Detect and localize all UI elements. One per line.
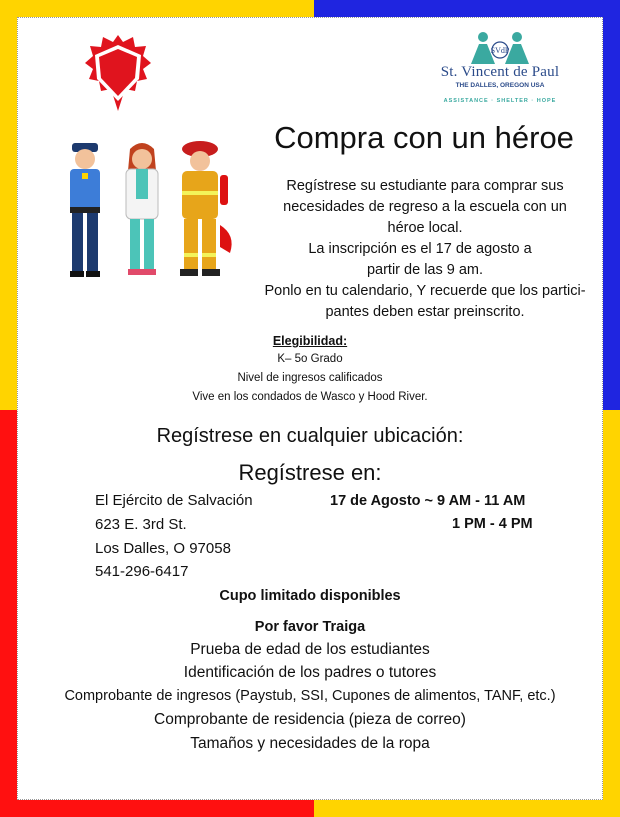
firefighter-figure: [180, 141, 232, 276]
svg-text:SVdP: SVdP: [490, 46, 510, 55]
register-at-heading: Regístrese en:: [238, 460, 382, 485]
bring-item: Comprobante de residencia (pieza de correo): [154, 711, 466, 728]
eligibility-item: K– 5o Grado: [277, 353, 343, 365]
intro-line-6: Ponlo en tu calendario, Y recuerde que los partici-: [264, 283, 586, 299]
limited-spots-notice: Cupo limitado disponibles: [219, 588, 401, 604]
svdp-location: THE DALLES, OREGON USA: [455, 82, 545, 89]
registration-time-morning: 17 de Agosto ~ 9 AM - 11 AM: [330, 493, 526, 509]
eligibility-item: Nivel de ingresos calificados: [237, 372, 383, 384]
eligibility-heading: Elegibilidad:: [272, 334, 348, 348]
svdp-name: St. Vincent de Paul: [440, 64, 560, 80]
bring-item: Prueba de edad de los estudiantes: [190, 641, 430, 658]
intro-line-4: La inscripción es el 17 de agosto a: [308, 241, 532, 257]
svdp-tagline: ASSISTANCE · SHELTER · HOPE: [443, 98, 557, 104]
intro-line-3: héroe local.: [387, 220, 463, 236]
bring-item: Identificación de los padres o tutores: [183, 664, 437, 681]
doctor-figure: [126, 143, 158, 275]
bring-item: Comprobante de ingresos (Paystub, SSI, Cupones de alimentos, TANF, etc.): [64, 688, 556, 704]
intro-line-1: Regístrese su estudiante para comprar sus: [286, 178, 564, 194]
page-title: Compra con un héroe: [274, 120, 574, 155]
address-line: 623 E. 3rd St.: [95, 516, 187, 533]
eligibility-item: Vive en los condados de Wasco y Hood River.: [192, 391, 428, 403]
registration-time-afternoon: 1 PM - 4 PM: [452, 516, 533, 532]
address-line: El Ejército de Salvación: [95, 492, 253, 509]
intro-line-7: pantes deben estar preinscrito.: [325, 304, 525, 320]
address-line: Los Dalles, O 97058: [95, 540, 231, 557]
intro-line-2: necesidades de regreso a la escuela con un: [283, 199, 567, 215]
phone-number: 541-296-6417: [95, 563, 189, 580]
heroes-illustration: [60, 135, 245, 295]
bring-heading: Por favor Traiga: [254, 619, 366, 635]
police-officer-figure: [70, 143, 100, 277]
salvation-army-logo: [83, 33, 153, 113]
bring-item: Tamaños y necesidades de la ropa: [190, 735, 430, 752]
intro-line-5: partir de las 9 am.: [366, 262, 484, 278]
register-any-location: Regístrese en cualquier ubicación:: [156, 425, 464, 447]
